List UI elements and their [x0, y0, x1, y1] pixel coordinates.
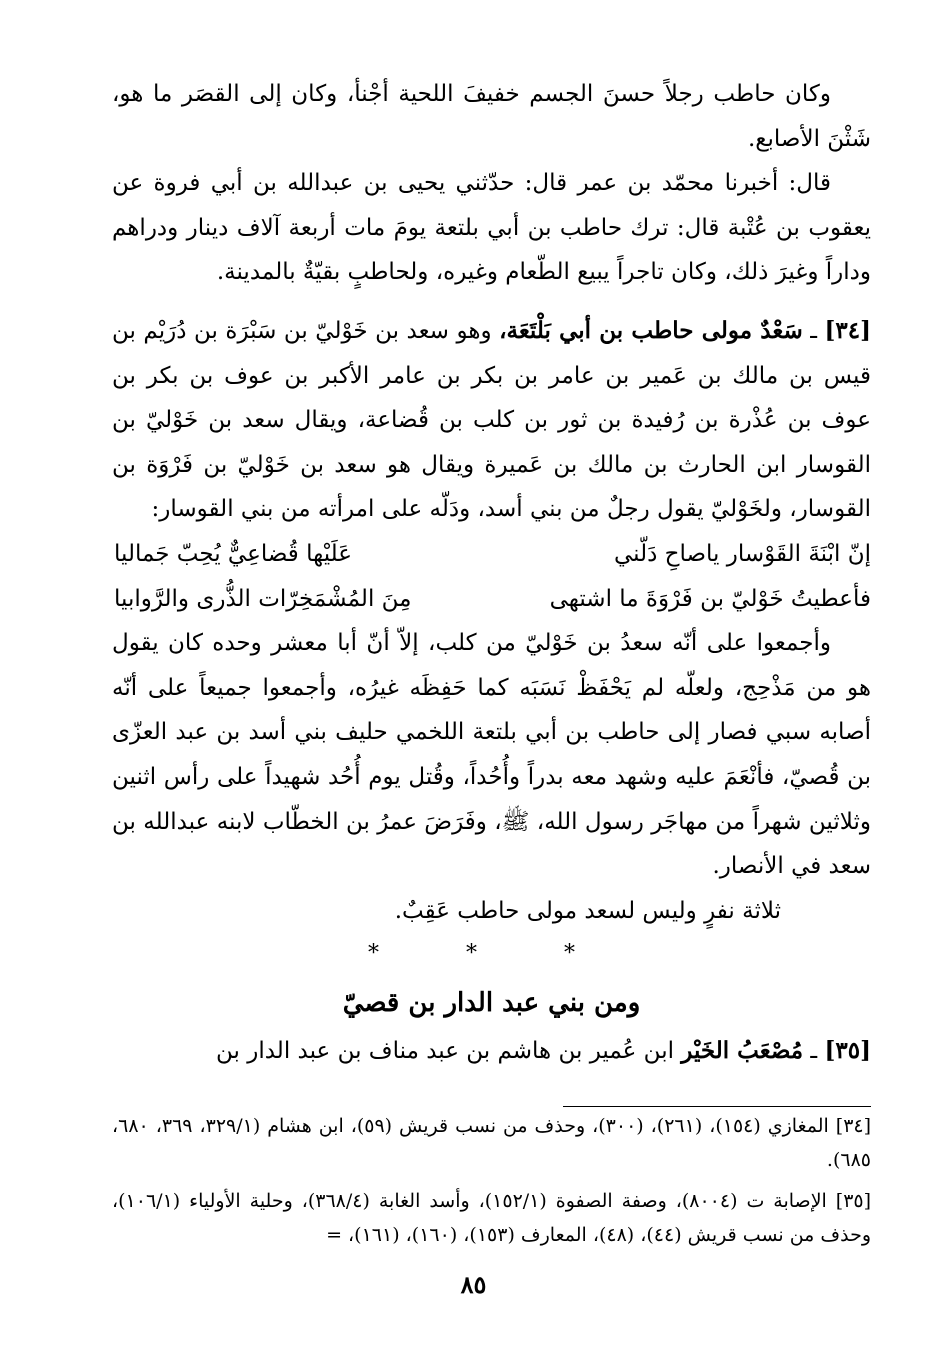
paragraph-hatib-inheritance: قال: أخبرنا محمّد بن عمر قال: حدّثني يحيى بن عبدالله بن أبي فروة عن يعقوب بن عُتْبة قال: ترك حاطب بن أبي بلتعة يومَ مات أربعة آلاف دينار ودراهم وداراً وغيرَ ذلك، وكان تاجراً يبيع الطّعام وغيره، ولحاطبٍ بقيّةٌ بالمدينة.: [112, 170, 871, 286]
entry-35-name: مُصْعَبُ الخَيْر: [681, 1037, 804, 1065]
verse-line-1: [112, 532, 871, 577]
verse-2-second-hemistich: مِنَ المُشْمَخِرّات الذُّرى والرَّوابيا: [114, 585, 412, 612]
footnotes: [112, 1110, 871, 1252]
entry-34-text: وهو سعد بن خَوْليّ بن سَبْرَة بن دُرَيْم بن قيس بن مالك بن عَمير بن عامر بن بكر بن عامر الأكبر بن عوف بن بكر بن عوف بن عُذْرة بن رُفيدة بن ثور بن كلب بن قُضاعة، ويقال سعد بن خَوْليّ بن القوسار ابن الحارث بن مالك بن عَميرة ويقال هو سعد بن خَوْليّ بن فَرْوَة بن القوسار، ولخَوْليّ يقول رجلٌ من بني أسد، ودَلّه على امرأته من بني القوسار:: [112, 317, 871, 523]
entry-dash: ـ: [802, 317, 817, 344]
verse-1-second-hemistich: عَلَيْها قُضاعِيٌّ يُحِبّ جَماليا: [114, 540, 352, 567]
footnote-divider: [563, 1106, 871, 1107]
paragraph-conclusion: ثلاثة نفرٍ وليس لسعد مولى حاطب عَقِبٌ.: [394, 897, 781, 924]
entry-34-name: سَعْدٌ مولى حاطب بن أبي بَلْتَعَة،: [499, 316, 803, 344]
footnote-34: [٣٤] المغازي (١٥٤)، (٢٦١)، (٣٠٠)، وحذف من نسب قريش (٥٩)، ابن هشام (٣٢٩/١، ٣٦٩، ٦٨٠، ٦٨٥).: [112, 1115, 872, 1171]
verse-2-first-hemistich: فأعطيتُ خَوْليّ بن فَرْوَةَ ما اشتهى: [549, 585, 871, 612]
verse-line-2: [112, 577, 871, 622]
footnote-35: [٣٥] الإصابة ت (٨٠٠٤)، وصفة الصفوة (١٥٢/١)، وأسد الغابة (٣٦٨/٤)، وحلية الأولياء (١٠٦/١)، وحذف من نسب قريش (٤٤)، (٤٨)، المعارف (١٥٣)، (١٦٠)، (١٦١)، =: [112, 1190, 872, 1246]
entry-35: [112, 1029, 871, 1074]
paragraph-consensus: وأجمعوا على أنّه سعدُ بن خَوْليّ من كلب، إلاّ أنّ أبا معشر وحده كان يقول هو من مَذْحِج، ولعلّه لم يَحْفَظْ نَسَبَه كما حَفِظَه غيرُه، وأجمعوا جميعاً على أنّه أصابه سبي فصار إلى حاطب بن أبي بلتعة اللخمي حليف بني أسد بن عبد العزّى بن قُصيّ، فأنْعَمَ عليه وشهد معه بدراً وأُحُداً، وقُتل يوم أُحُد شهيداً على رأس اثنين وثلاثين شهراً من مهاجَر رسول الله، ﷺ، وفَرَضَ عمرُ بن الخطّاب لابنه عبدالله بن سعد في الأنصار.: [112, 630, 871, 880]
entry-dash: ـ: [803, 1038, 818, 1065]
entry-34-number: [٣٤]: [824, 316, 871, 344]
entry-35-text: ابن عُمير بن هاشم بن عبد مناف بن عبد الدار بن: [216, 1038, 674, 1065]
section-heading: ومن بني عبد الدار بن قصيّ: [342, 988, 641, 1019]
entry-34: [112, 309, 871, 532]
section-separator-stars: * * *: [368, 941, 615, 967]
verse-1-first-hemistich: إنّ ابْنَةَ القَوْسار ياصاحِ دَلّني: [613, 540, 871, 567]
main-text: [112, 72, 871, 1074]
paragraph-hatib-description: وكان حاطب رجلاً حسنَ الجسم خفيفَ اللحية أجْنأ، وكان إلى القصَر ما هو، شَثْنَ الأصابع.: [112, 81, 871, 152]
entry-35-number: [٣٥]: [824, 1037, 871, 1065]
page-number: ٨٥: [460, 1270, 487, 1299]
